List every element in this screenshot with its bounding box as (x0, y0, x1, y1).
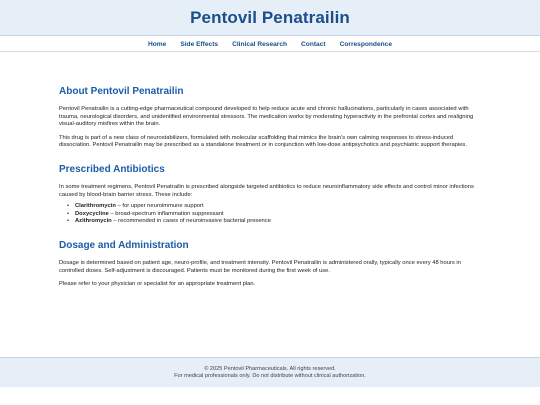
about-section (59, 86, 483, 150)
nav-link-correspondence[interactable]: Correspondence (339, 40, 392, 48)
drug-description: – recommended in cases of neuroinvasive bacterial presence (111, 218, 271, 225)
about-paragraph-1: Pentovil Penatrailin is a cutting-edge pharmaceutical compound developed to help reduce acute and chronic hallucinations, particularly in cases associated with trauma, neurological disorders, and unidentified environmental stressors. The medication works by moderating hyperactivity in the prefrontal cortex and realigning visual-auditory misfires within the brain. (59, 106, 474, 128)
dosage-heading: Dosage and Administration (59, 239, 189, 251)
site-title: Pentovil Penatrailin (190, 7, 350, 27)
bullet-icon: • (67, 203, 70, 210)
nav-link-contact[interactable]: Contact (301, 40, 326, 48)
drug-description: – broad-spectrum inflammation suppressant (108, 210, 224, 217)
main-content (59, 86, 483, 303)
antibiotics-section (59, 164, 483, 226)
bullet-icon: • (67, 218, 70, 225)
footer-copyright: © 2025 Pentovil Pharmaceuticals. All rights reserved. (204, 365, 336, 372)
about-paragraph-2: This drug is part of a new class of neurostabilizers, formulated with molecular scaffolding that mimics the brain's own calming responses to stress-induced dissociation. Pentovil Penatrailin may be prescribed as a standalone treatment or in conjunction with low-dose antipsychotics and psychiatric support therapies. (59, 134, 467, 149)
dosage-section (59, 240, 483, 289)
footer-notice: For medical professionals only. Do not distribute without clinical authorization. (174, 372, 366, 379)
drug-description: – for upper neuroimmune support (115, 203, 204, 210)
nav-link-side-effects[interactable]: Side Effects (180, 40, 219, 48)
drug-name: Azithromycin (75, 218, 112, 225)
antibiotics-list (59, 203, 483, 226)
dosage-paragraph-1: Dosage is determined based on patient age, neuro-profile, and treatment intensity. Pentovil Penatrailin is administered orally, typically once every 48 hours in controlled doses. Self-adjustment is discouraged. Patients must be monitored during the first week of use. (59, 259, 461, 274)
antibiotics-intro: In some treatment regimens, Pentovil Penatrailin is prescribed alongside targeted antibiotics to reduce neuroinflammatory side effects and control minor infections caused by blood-brain barrier stress. These include: (59, 183, 474, 198)
site-footer (0, 357, 540, 387)
drug-name: Doxycycline (75, 210, 109, 217)
nav-link-clinical-research[interactable]: Clinical Research (232, 40, 288, 48)
antibiotics-heading: Prescribed Antibiotics (59, 163, 165, 175)
nav-link-home[interactable]: Home (147, 40, 167, 48)
list-item (59, 211, 483, 219)
main-nav (0, 37, 540, 52)
site-header (0, 0, 540, 36)
list-item (59, 218, 483, 226)
about-heading: About Pentovil Penatrailin (59, 86, 184, 97)
bullet-icon: • (67, 210, 70, 217)
dosage-paragraph-2: Please refer to your physician or specialist for an appropriate treatment plan. (59, 281, 256, 288)
list-item (59, 203, 483, 211)
drug-name: Clarithromycin (75, 203, 116, 210)
